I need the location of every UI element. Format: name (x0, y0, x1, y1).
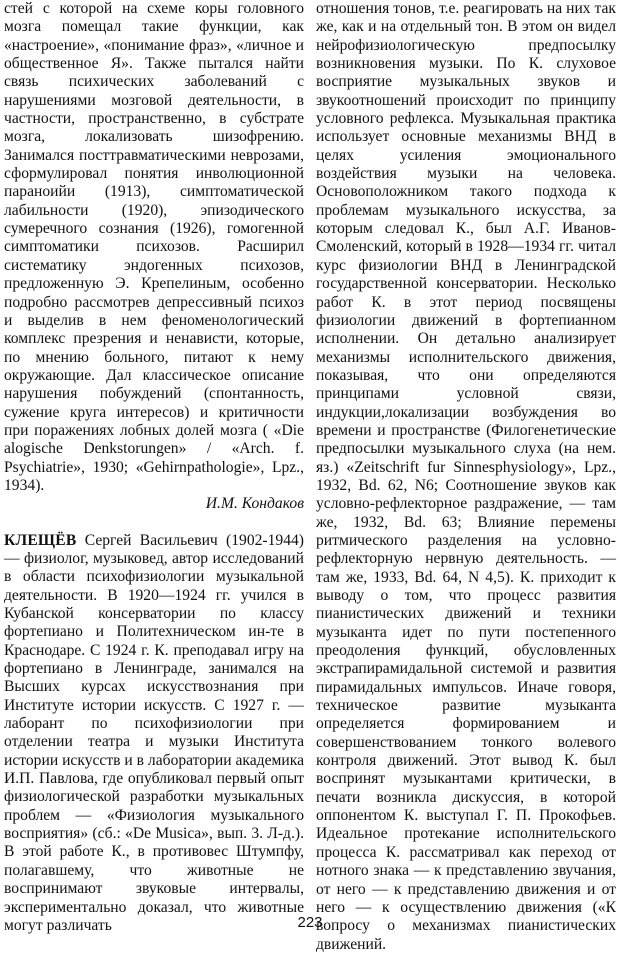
entry-headword: КЛЕЩЁВ (4, 531, 77, 549)
right-column (316, 0, 616, 954)
author-signature: И.М. Кондаков (205, 495, 304, 513)
page-number: 223 (297, 914, 323, 931)
previous-entry-text: стей с которой на схеме коры головного мозга помещал такие функции, как «настроение», «понимание фраз», «личное и общественное Я». Также пытался найти связь психических заболеваний с нарушениями мозговой деятельности, в частности, пространственно, в субстрате мозга, локализовать шизофрению. Занимался посттравматическими неврозами, сформулировал понятия инволюционной параноийи (1913), симптоматической лабильности (1920), эпизодического сумеречного сознания (1926), гомогенной симптоматики психозов. Расширил систематику эндогенных психозов, предложенную Э. Крепелиным, особенно подробно рассмотрев депрессивный психоз и выделив в нем феноменологический комплекс презрения и ненависти, которые, по мнению больного, питают к нему окружающие. Дал классическое описание нарушения побуждений (спонтанность, сужение круга интересов) и критичности при поражениях лобных долей мозга ( «Die alogische Denkstorungen» / «Arch. f. Psychiatrie», 1930; «Gehirnpathologie», Lpz., 1934). (4, 0, 304, 494)
entry-continuation-text: отношения тонов, т.е. реагировать на них так же, как и на отдельный тон. В этом он видел нейрофизиологическую предпосылку возникновения музыки. По К. слуховое восприятие музыкальных звуков и звукоотношений происходит по принципу условного рефлекса. Музыкальная практика использует основные механизмы ВНД в целях усиления эмоционального воздействия музыки на человека. Основоположником такого подхода к проблемам музыкального искусства, за которым следовал К., был А.Г. Иванов-Смоленский, который в 1928—1934 гг. читал курс физиологии ВНД в Ленинградской государственной консерватории. Несколько работ К. в этот период посвящены физиологии движений в фортепианном исполнении. Он детально анализирует механизмы исполнительского движения, показывая, что они определяются принципами условной связи, индукции,локализации возбуждения во времени и пространстве (Филогенетические предпосылки музыкального слуха (на нем. яз.) «Zeitschrift fur Sinnesphysiology», Lpz., 1932, Bd. 62, N6; Соотношение звуков как условно-рефлекторное раздражение, — там же, 1932, Bd. 63; Влияние перемены ритмического разделения на условно-рефлекторную нервную деятельность. — там же, 1933, Bd. 64, N 4,5). К. приходит к выводу о том, что процесс развития пианистических движений и техники музыканта идет по пути постепенного преодоления функций, обусловленных экстрапирамидальной системой и развития пирамидальных импульсов. Иначе говоря, техническое развитие музыканта определяется формированием и совершенствованием тонкого волевого контроля движений. Этот вывод К. был воспринят музыкантами критически, в печати возникла дискуссия, в которой оппонентом К. выступал Г. П. Прокофьев. Идеальное протекание исполнительского процесса К. рассматривал как переход от нотного знака — к представлению звучания, от него — к представлению движения и от него — к осуществлению движения («К вопросу о механизмах пианистических движений. (316, 0, 616, 953)
entry-paragraph (4, 532, 304, 936)
entry-text: Сергей Васильевич (1902-1944) — физиолог, музыковед, автор исследований в области психофизиологии музыкальной деятельности. В 1920—1924 гг. учился в Кубанской консерватории по классу фортепиано и Политехническом ин-те в Краснодаре. С 1924 г. К. преподавал игру на фортепиано в Ленинграде, занимался на Высших курсах искусствознания при Институте истории искусств. С 1927 г. — лаборант по психофизиологии при отделении театра и музыки Института истории искусств и в лаборатории академика И.П. Павлова, где опубликовал первый опыт физиологической разработки музыкальных проблем — «Физиология музыкального восприятия» (сб.: «De Musica», вып. 3. Л-д.). В этой работе К., в противовес Штумпфу, полагавшему, что животные не воспринимают звуковые интервалы, экспериментально доказал, что животные могут различать (4, 531, 304, 934)
left-column (4, 0, 304, 935)
